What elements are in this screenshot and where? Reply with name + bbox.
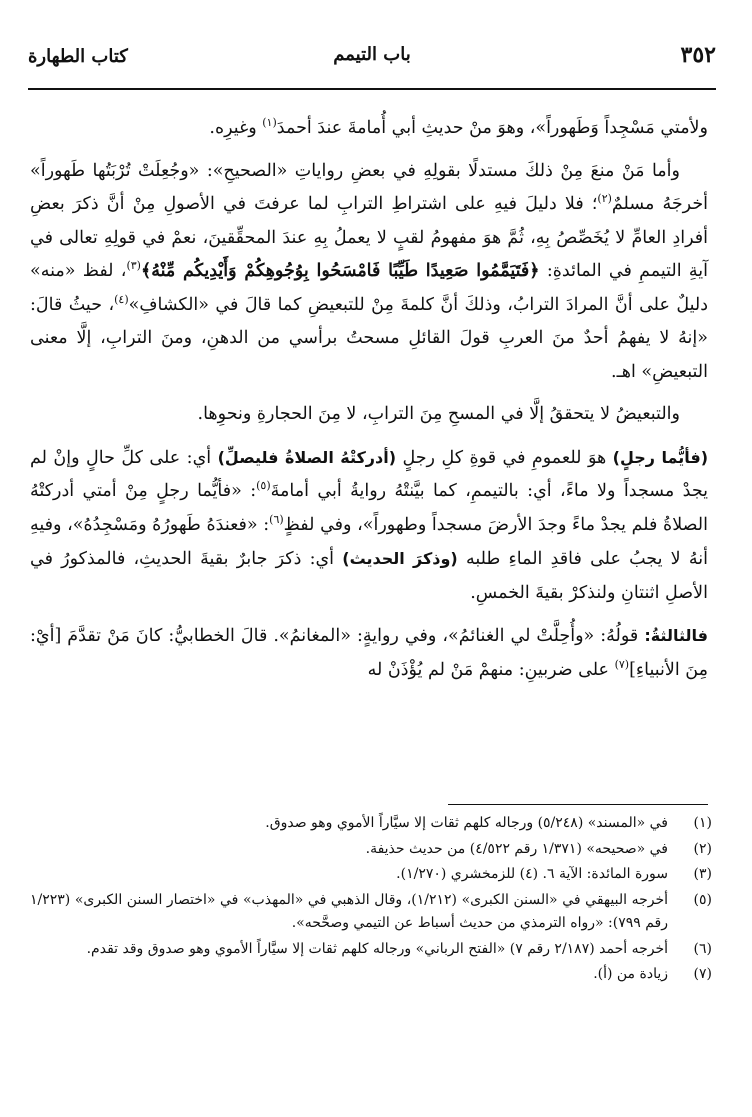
hadith-keyword-1: (فأيُّما رجلٍ) bbox=[612, 447, 709, 467]
p4-text-e: أي: ذكرَ جابرٌ بقيةَ الحديثِ، فالمذكورُ في الأصلِ اثنتانِ ولنذكرْ بقيةَ الخمسِ. bbox=[30, 549, 708, 603]
footnote-ref-6: (٦) bbox=[269, 512, 284, 526]
hadith-keyword-2: (أدركتْهُ الصلاةُ فليصلِّ) bbox=[217, 447, 397, 467]
book-title: كتاب الطهارة bbox=[28, 46, 128, 67]
page-number: ٣٥٢ bbox=[680, 42, 716, 68]
p1-tail: وغيرِه. bbox=[209, 118, 263, 138]
footnotes bbox=[30, 812, 712, 989]
p4-text-c: : «فأيُّما رجلٍ مِنْ أمتي أدركتْهُ الصلاةُ فلم يجدْ ماءً وجدَ الأرضَ مسجداً وطهوراً»، وفي لفظٍ bbox=[30, 481, 709, 535]
chapter-title: باب التيمم bbox=[333, 44, 411, 65]
footnote-ref-4: (٤) bbox=[114, 292, 129, 306]
footnote-number: (٦) bbox=[693, 940, 712, 957]
p2-text-a: وأما مَنْ منعَ مِنْ ذلكَ مستدلًا بقولِهِ في بعضِ رواياتِ «الصحيحِ»: «وجُعِلَتْ تُرْبَتُها طَهوراً» أخرجَهُ مسلمٌ bbox=[30, 160, 708, 214]
p5-text-a: قولُهُ: «وأُحِلَّتْ لي الغنائمُ»، وفي روايةٍ: «المغانمُ». قالَ الخطابيُّ: كانَ مَنْ تقدَّمَ [أيْ: مِنَ الأنبياءِ] bbox=[30, 626, 708, 680]
paragraph-2 bbox=[30, 155, 708, 390]
hadith-keyword-3: (وذكرَ الحديث) bbox=[342, 549, 458, 568]
page-header bbox=[28, 40, 716, 84]
p4-text-b: أي: على كلِّ حالٍ وإنْ لم يجدْ مسجداً ولا ماءً، أي: بالتيممِ، كما بيَّنتْهُ روايةُ أبي أمامةَ bbox=[30, 447, 708, 501]
footnote-ref-7: (٧) bbox=[614, 657, 630, 671]
footnote-ref-1: (١) bbox=[262, 116, 277, 130]
paragraph-4 bbox=[30, 441, 708, 611]
footnote bbox=[30, 863, 712, 887]
footnote bbox=[30, 838, 712, 862]
p5-text-b: على ضربينِ: منهمْ مَنْ لم يُؤْذَنْ له bbox=[367, 659, 615, 680]
p4-text-d: : «فعندَهُ طَهورُهُ ومَسْجِدُهُ»، وفيهِ أنهُ لا يجبُ على فاقدِ الماءِ طلبه bbox=[30, 514, 708, 569]
footnote-text: في «صحيحه» (١/٣٧١ رقم ٤/٥٢٢) من حديث حذيفة. bbox=[365, 840, 668, 857]
p2-text-c: ، لفظ «منه» دليلٌ على أنَّ المرادَ الترابُ، وذلكَ أنَّ كلمةَ مِنْ للتبعيضِ كما قالَ في «الكشافِ» bbox=[30, 261, 708, 315]
paragraph-1 bbox=[30, 112, 708, 146]
footnote-number: (٢) bbox=[693, 840, 712, 857]
footnote-number: (٣) bbox=[693, 866, 712, 882]
p1-text: ولأمتي مَسْجِداً وَطَهوراً»، وهوَ منْ حديثِ أبي أُمامةَ عندَ أحمدَ bbox=[276, 118, 708, 138]
p2-text-d: ، حيثُ قالَ: «إنهُ لا يفهمُ أحدٌ منَ العربِ قولَ القائلِ مسحتُ برأسي من الدهنِ، ومنَ الترابِ، إلَّا معنى التبعيضِ» اهـ. bbox=[30, 294, 708, 382]
footnote-text: في «المسند» (٥/٢٤٨) ورجاله كلهم ثقات إلا سيَّاراً الأموي وهو صدوق. bbox=[265, 815, 668, 831]
footnote-number: (١) bbox=[693, 815, 712, 831]
quran-verse: ﴿فَتَيَمَّمُوا صَعِيدًا طَيِّبًا فَامْسَحُوا بِوُجُوهِكُمْ وَأَيْدِيكُم مِّنْهُ﴾ bbox=[140, 261, 540, 281]
p2-text-b: ؛ فلا دليلَ فيهِ على اشتراطِ الترابِ لما عرفتَ في الأصولِ مِنْ أنَّ ذكرَ بعضِ أفرادِ العامِّ لا يُخَصِّصُ بِهِ، ثُمَّ هوَ مفهومُ لقبٍ لا يعملُ بِهِ عندَ المحقِّقينَ، نعمْ في قولِهِ تعالى في آيةِ التيممِ في المائدةِ: bbox=[30, 194, 708, 281]
footnote bbox=[30, 963, 712, 987]
paragraph-3 bbox=[30, 398, 708, 432]
footnote bbox=[30, 889, 712, 936]
footnote bbox=[30, 938, 712, 962]
footnote-ref-5: (٥) bbox=[256, 479, 271, 493]
footnote-ref-3: (٣) bbox=[126, 259, 141, 273]
footnote-text: أخرجه أحمد (٢/١٨٧ رقم ٧) «الفتح الرباني» ورجاله كلهم ثقات إلا سيَّاراً الأموي وهو صدوق وقد تقدم. bbox=[86, 940, 668, 957]
main-text bbox=[30, 112, 708, 696]
p3-text: والتبعيضُ لا يتحققُ إلَّا في المسحِ مِنَ الترابِ، لا مِنَ الحجارةِ ونحوِها. bbox=[197, 404, 680, 424]
footnote-ref-2: (٢) bbox=[597, 192, 612, 206]
paragraph-5 bbox=[30, 619, 708, 687]
header-divider bbox=[28, 88, 716, 90]
footnote-text: زيادة من (أ). bbox=[593, 966, 668, 982]
footnote-number: (٧) bbox=[693, 966, 712, 982]
footnote-text: سورة المائدة: الآية ٦. (٤) للزمخشري (١/٢٧٠). bbox=[396, 866, 668, 882]
footnote-divider bbox=[448, 804, 708, 805]
footnote bbox=[30, 812, 712, 836]
p4-text-a: هوَ للعمومِ في قوةِ كلِ رجلٍ bbox=[396, 447, 613, 468]
footnote-number: (٥) bbox=[693, 891, 712, 908]
footnote-text: أخرجه البيهقي في «السنن الكبرى» (١/٢١٢)، وقال الذهبي في «المهذب» في «اختصار السنن الكبرى» (١/٢٢٣ رقم ٧٩٩): «رواه الترمذي من حديث أسباط عن التيمي وصحَّحه». bbox=[30, 891, 668, 931]
section-keyword: فالثالثةُ: bbox=[644, 626, 708, 645]
